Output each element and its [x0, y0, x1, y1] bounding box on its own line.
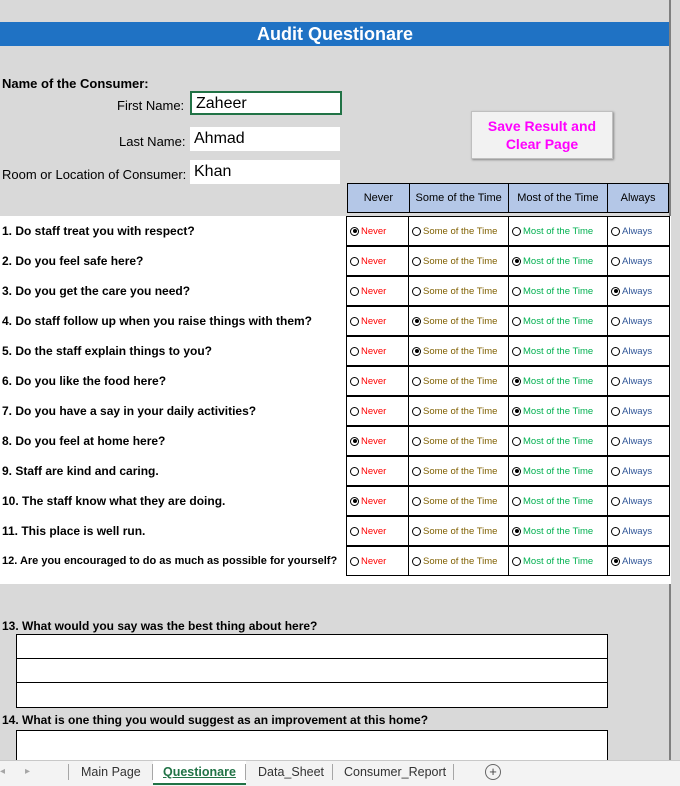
answer-14-box[interactable]	[16, 730, 608, 760]
page-title: Audit Questionare	[0, 22, 670, 46]
radio-button-icon[interactable]	[350, 317, 359, 326]
radio-button-icon[interactable]	[350, 227, 359, 236]
question-text: 7. Do you have a say in your daily activities?	[2, 404, 257, 418]
tab-questionare-label: Questionare	[163, 765, 236, 779]
radio-button-icon[interactable]	[611, 257, 620, 266]
option-label: Never	[361, 435, 387, 447]
radio-button-icon[interactable]	[512, 557, 521, 566]
answer-13-line[interactable]	[17, 659, 607, 683]
radio-button-icon[interactable]	[512, 287, 521, 296]
question-text: 4. Do staff follow up when you raise things with them?	[2, 314, 313, 328]
option-label: Always	[622, 465, 653, 477]
option-cell[interactable]	[508, 486, 608, 516]
tab-separator	[68, 764, 69, 780]
radio-button-icon[interactable]	[512, 467, 521, 476]
radio-button-icon[interactable]	[350, 527, 359, 536]
radio-button-icon[interactable]	[350, 497, 359, 506]
question-text: 10. The staff know what they are doing.	[2, 494, 226, 508]
option-label: Always	[622, 285, 653, 297]
option-label: Most of the Time	[523, 465, 594, 477]
option-cell[interactable]	[607, 516, 670, 546]
option-label: Always	[622, 525, 653, 537]
radio-button-icon[interactable]	[512, 527, 521, 536]
header-most-of-the-time: Most of the Time	[508, 183, 609, 213]
radio-button-icon[interactable]	[611, 407, 620, 416]
answer-14-line[interactable]	[17, 731, 607, 755]
option-label: Never	[361, 405, 387, 417]
radio-button-icon[interactable]	[611, 557, 620, 566]
radio-button-icon[interactable]	[611, 497, 620, 506]
question-text: 12. Are you encouraged to do as much as possible for yourself?	[2, 555, 338, 567]
option-label: Most of the Time	[523, 405, 594, 417]
tab-consumer-report[interactable]: Consumer_Report	[344, 765, 447, 779]
option-label: Always	[622, 255, 653, 267]
radio-button-icon[interactable]	[412, 527, 421, 536]
option-cell[interactable]	[508, 456, 608, 486]
first-name-field[interactable]: Zaheer	[190, 91, 342, 115]
option-label: Some of the Time	[423, 405, 498, 417]
radio-button-icon[interactable]	[611, 467, 620, 476]
radio-button-icon[interactable]	[512, 437, 521, 446]
option-label: Never	[361, 525, 387, 537]
option-label: Never	[361, 285, 387, 297]
option-label: Always	[622, 435, 653, 447]
option-cell[interactable]	[508, 246, 608, 276]
question-row	[0, 516, 671, 546]
option-label: Most of the Time	[523, 255, 594, 267]
tab-separator	[245, 764, 246, 780]
tab-main-page[interactable]: Main Page	[81, 765, 141, 779]
option-cell[interactable]	[408, 516, 509, 546]
answer-13-line[interactable]	[17, 635, 607, 659]
option-label: Always	[622, 405, 653, 417]
option-cell[interactable]	[607, 216, 670, 246]
question-text: 11. This place is well run.	[2, 524, 146, 538]
option-cell[interactable]	[508, 396, 608, 426]
option-cell[interactable]	[508, 276, 608, 306]
consumer-section-label: Name of the Consumer:	[2, 76, 149, 91]
tab-separator	[332, 764, 333, 780]
header-some-of-the-time: Some of the Time	[409, 183, 509, 213]
question-row	[0, 336, 671, 366]
option-label: Some of the Time	[423, 345, 498, 357]
option-cell[interactable]	[607, 276, 670, 306]
option-cell[interactable]	[607, 426, 670, 456]
questions-panel	[0, 216, 671, 584]
option-cell[interactable]	[607, 336, 670, 366]
option-cell[interactable]	[607, 366, 670, 396]
save-result-label: Save Result and Clear Page	[487, 118, 597, 152]
option-cell[interactable]	[607, 246, 670, 276]
option-label: Always	[622, 315, 653, 327]
radio-button-icon[interactable]	[412, 407, 421, 416]
radio-button-icon[interactable]	[412, 287, 421, 296]
radio-button-icon[interactable]	[412, 557, 421, 566]
question-14-label: 14. What is one thing you would suggest as an improvement at this home?	[2, 713, 429, 727]
option-label: Some of the Time	[423, 285, 498, 297]
option-cell[interactable]	[408, 276, 509, 306]
option-cell[interactable]	[408, 486, 509, 516]
answer-13-box[interactable]	[16, 634, 608, 708]
header-always: Always	[607, 183, 669, 213]
option-cell[interactable]	[508, 306, 608, 336]
radio-button-icon[interactable]	[611, 227, 620, 236]
option-label: Most of the Time	[523, 375, 594, 387]
radio-button-icon[interactable]	[611, 377, 620, 386]
option-label: Never	[361, 225, 387, 237]
option-cell[interactable]	[408, 426, 509, 456]
last-name-label: Last Name:	[119, 134, 186, 149]
option-label: Never	[361, 555, 387, 567]
option-label: Never	[361, 495, 387, 507]
question-text: 9. Staff are kind and caring.	[2, 464, 159, 478]
option-cell[interactable]	[346, 366, 409, 396]
option-cell[interactable]	[346, 306, 409, 336]
option-label: Never	[361, 465, 387, 477]
option-label: Most of the Time	[523, 525, 594, 537]
option-label: Always	[622, 225, 653, 237]
option-cell[interactable]	[607, 396, 670, 426]
save-result-button[interactable]	[471, 111, 613, 159]
option-label: Most of the Time	[523, 345, 594, 357]
option-label: Some of the Time	[423, 255, 498, 267]
option-label: Most of the Time	[523, 285, 594, 297]
scroll-left-icon[interactable]: ◂	[0, 766, 6, 777]
option-cell[interactable]	[508, 336, 608, 366]
option-cell[interactable]	[508, 216, 608, 246]
option-cell[interactable]	[408, 306, 509, 336]
question-row	[0, 216, 671, 246]
option-cell[interactable]	[346, 486, 409, 516]
option-cell[interactable]	[346, 276, 409, 306]
option-label: Some of the Time	[423, 225, 498, 237]
radio-button-icon[interactable]	[350, 347, 359, 356]
header-never: Never	[347, 183, 410, 213]
radio-button-icon[interactable]	[350, 557, 359, 566]
option-label: Most of the Time	[523, 555, 594, 567]
radio-button-icon[interactable]	[350, 257, 359, 266]
option-label: Some of the Time	[423, 435, 498, 447]
first-name-label: First Name:	[117, 98, 185, 113]
option-label: Most of the Time	[523, 495, 594, 507]
option-cell[interactable]	[408, 546, 509, 576]
option-label: Some of the Time	[423, 495, 498, 507]
tab-questionare[interactable]	[153, 761, 246, 785]
question-row	[0, 306, 671, 336]
option-label: Always	[622, 375, 653, 387]
radio-button-icon[interactable]	[512, 407, 521, 416]
radio-button-icon[interactable]	[611, 437, 620, 446]
option-cell[interactable]	[346, 216, 409, 246]
option-cell[interactable]	[508, 546, 608, 576]
scroll-right-icon[interactable]: ▸	[25, 766, 31, 777]
option-label: Most of the Time	[523, 315, 594, 327]
option-label: Some of the Time	[423, 465, 498, 477]
radio-button-icon[interactable]	[350, 407, 359, 416]
option-cell[interactable]	[607, 456, 670, 486]
option-label: Some of the Time	[423, 555, 498, 567]
radio-button-icon[interactable]	[611, 347, 620, 356]
question-row	[0, 396, 671, 426]
option-cell[interactable]	[408, 396, 509, 426]
question-text: 3. Do you get the care you need?	[2, 284, 191, 298]
option-cell[interactable]	[346, 426, 409, 456]
option-label: Most of the Time	[523, 225, 594, 237]
radio-button-icon[interactable]	[512, 377, 521, 386]
option-label: Most of the Time	[523, 435, 594, 447]
option-label: Always	[622, 495, 653, 507]
option-cell[interactable]	[408, 366, 509, 396]
radio-button-icon[interactable]	[412, 497, 421, 506]
tab-separator	[453, 764, 454, 780]
option-cell[interactable]	[346, 456, 409, 486]
radio-button-icon[interactable]	[350, 377, 359, 386]
question-row	[0, 546, 671, 576]
radio-button-icon[interactable]	[350, 287, 359, 296]
question-row	[0, 366, 671, 396]
question-row	[0, 486, 671, 516]
radio-button-icon[interactable]	[412, 467, 421, 476]
question-text: 2. Do you feel safe here?	[2, 254, 144, 268]
question-row	[0, 276, 671, 306]
option-cell[interactable]	[408, 456, 509, 486]
option-label: Some of the Time	[423, 525, 498, 537]
question-13-label: 13. What would you say was the best thing about here?	[2, 619, 318, 633]
radio-button-icon[interactable]	[512, 317, 521, 326]
radio-button-icon[interactable]	[412, 377, 421, 386]
radio-button-icon[interactable]	[412, 317, 421, 326]
question-row	[0, 426, 671, 456]
option-cell[interactable]	[408, 246, 509, 276]
tab-data-sheet[interactable]: Data_Sheet	[258, 765, 325, 779]
radio-button-icon[interactable]	[611, 287, 620, 296]
option-cell[interactable]	[607, 546, 670, 576]
option-label: Some of the Time	[423, 315, 498, 327]
option-cell[interactable]	[408, 336, 509, 366]
option-label: Never	[361, 255, 387, 267]
option-cell[interactable]	[346, 396, 409, 426]
radio-button-icon[interactable]	[350, 437, 359, 446]
radio-button-icon[interactable]	[611, 527, 620, 536]
last-name-field[interactable]: Ahmad	[190, 127, 340, 151]
radio-button-icon[interactable]	[512, 257, 521, 266]
question-text: 1. Do staff treat you with respect?	[2, 224, 195, 238]
question-text: 5. Do the staff explain things to you?	[2, 344, 213, 358]
room-field[interactable]: Khan	[190, 160, 340, 184]
option-cell[interactable]	[607, 306, 670, 336]
radio-button-icon[interactable]	[412, 347, 421, 356]
radio-button-icon[interactable]	[350, 467, 359, 476]
option-cell[interactable]	[346, 546, 409, 576]
option-label: Never	[361, 375, 387, 387]
question-row	[0, 456, 671, 486]
radio-button-icon[interactable]	[412, 257, 421, 266]
option-cell[interactable]	[508, 366, 608, 396]
radio-button-icon[interactable]	[512, 497, 521, 506]
add-sheet-icon[interactable]: +	[485, 764, 501, 780]
option-cell[interactable]	[508, 516, 608, 546]
radio-button-icon[interactable]	[611, 317, 620, 326]
option-cell[interactable]	[346, 336, 409, 366]
option-label: Some of the Time	[423, 375, 498, 387]
option-cell[interactable]	[508, 426, 608, 456]
option-label: Always	[622, 555, 653, 567]
option-cell[interactable]	[408, 216, 509, 246]
sheet-tab-bar	[0, 760, 680, 786]
question-text: 6. Do you like the food here?	[2, 374, 167, 388]
answer-13-line[interactable]	[17, 683, 607, 707]
option-cell[interactable]	[346, 246, 409, 276]
rating-header	[347, 183, 669, 213]
radio-button-icon[interactable]	[512, 227, 521, 236]
option-label: Always	[622, 345, 653, 357]
option-cell[interactable]	[346, 516, 409, 546]
radio-button-icon[interactable]	[512, 347, 521, 356]
option-cell[interactable]	[607, 486, 670, 516]
question-row	[0, 246, 671, 276]
radio-button-icon[interactable]	[412, 227, 421, 236]
room-label: Room or Location of Consumer:	[2, 167, 187, 182]
option-label: Never	[361, 315, 387, 327]
option-label: Never	[361, 345, 387, 357]
question-text: 8. Do you feel at home here?	[2, 434, 166, 448]
radio-button-icon[interactable]	[412, 437, 421, 446]
